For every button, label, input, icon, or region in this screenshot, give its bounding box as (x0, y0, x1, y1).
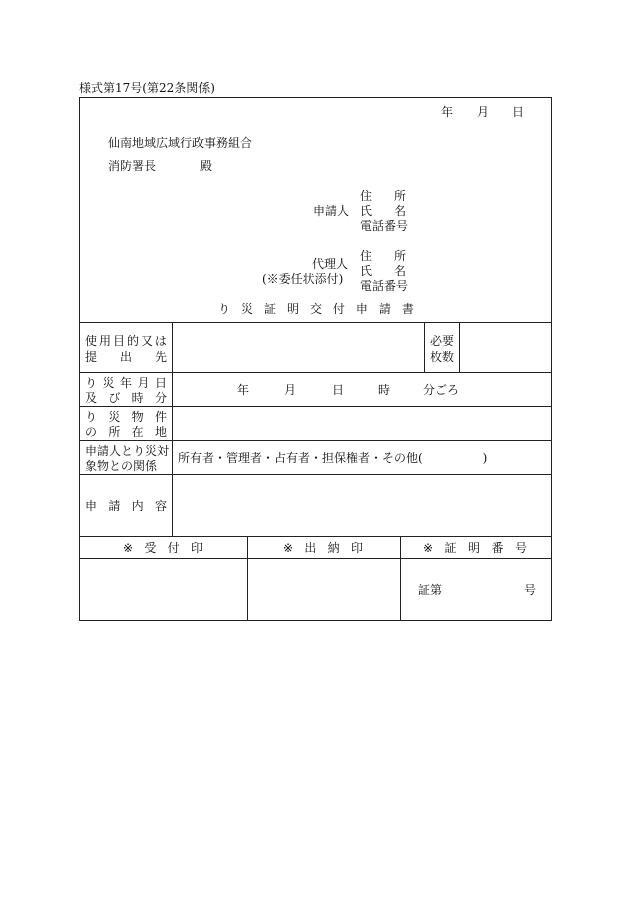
divider-stamp-2 (400, 536, 401, 621)
purpose-label-line2: 提 出 先 (85, 350, 167, 364)
content-field[interactable] (173, 475, 551, 535)
content-label: 申 請 内 容 (85, 499, 167, 513)
location-label-line2: の 所 在 地 (85, 425, 167, 439)
stamp-certificate-header: ※ 証 明 番 号 (423, 541, 527, 555)
date-month-label: 月 (477, 105, 490, 119)
agent-address-label: 住 所 (360, 249, 406, 263)
recipient-honorific: 殿 (200, 159, 213, 173)
relation-label-line2: 象物との関係 (85, 459, 158, 473)
datetime-hour-label: 時 (378, 383, 391, 397)
purpose-label-line1: 使 用 目 的 又 は (85, 334, 167, 348)
divider-stamp-1 (247, 536, 248, 621)
required-label-line1: 必要 (430, 334, 455, 348)
purpose-field[interactable] (173, 323, 423, 371)
recipient-organization: 仙南地域広域行政事務組合 (108, 136, 253, 150)
datetime-minute-label: 分ごろ (423, 383, 460, 397)
required-label-line2: 枚数 (430, 350, 455, 364)
agent-note: (※委任状添付) (262, 272, 344, 286)
divider-stamp-header (79, 558, 552, 559)
datetime-label-line1: り 災 年 月 日 (85, 376, 167, 390)
date-year-label: 年 (441, 105, 454, 119)
divider-content (79, 536, 552, 537)
stamp-reception-header: ※ 受 付 印 (123, 541, 203, 555)
datetime-year-label: 年 (237, 383, 250, 397)
divider-required-left (424, 322, 425, 372)
datetime-month-label: 月 (284, 383, 297, 397)
divider-purpose (79, 372, 552, 373)
location-label-line1: り 災 物 件 (85, 410, 167, 424)
agent-phone-label: 電話番号 (360, 279, 409, 293)
applicant-address-label: 住 所 (360, 189, 406, 203)
certificate-prefix: 証第 (418, 583, 443, 597)
certificate-suffix: 号 (524, 583, 537, 597)
date-day-label: 日 (512, 105, 525, 119)
stamp-payment-header: ※ 出 納 印 (283, 541, 363, 555)
agent-label: 代理人 (312, 257, 349, 271)
form-number: 様式第17号(第22条関係) (79, 81, 215, 95)
applicant-label: 申請人 (313, 204, 350, 218)
applicant-phone-label: 電話番号 (360, 219, 409, 233)
divider-location (79, 440, 552, 441)
location-field[interactable] (173, 407, 551, 439)
datetime-day-label: 日 (332, 383, 345, 397)
recipient-title: 消防署長 (108, 159, 157, 173)
form-title: り 災 証 明 交 付 申 請 書 (218, 302, 414, 316)
relation-options[interactable]: 所有者・管理者・占有者・担保権者・その他( ) (178, 451, 488, 465)
applicant-name-label: 氏 名 (360, 204, 406, 218)
agent-name-label: 氏 名 (360, 264, 406, 278)
required-count-field[interactable] (460, 323, 551, 371)
datetime-label-line2: 及 び 時 分 (85, 391, 167, 405)
relation-label-line1: 申請人とり災対 (85, 444, 170, 458)
